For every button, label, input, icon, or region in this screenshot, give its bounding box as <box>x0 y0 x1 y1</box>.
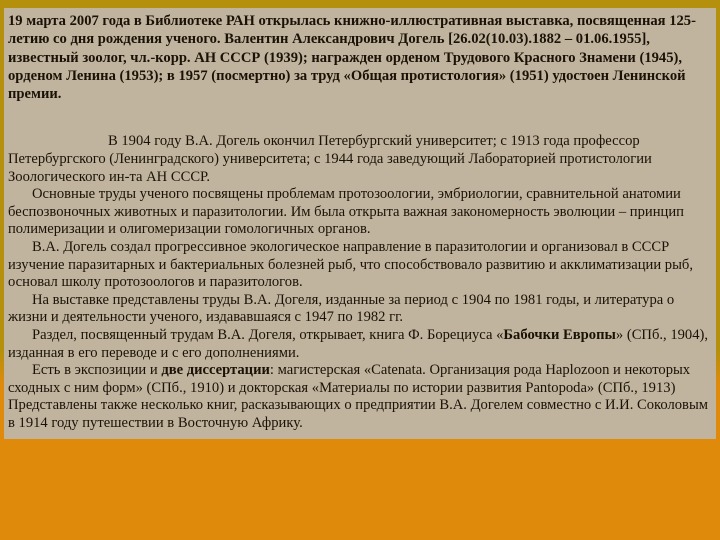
dissertations-text-end: : магистерская «Catenata. Организация рода Haplozoon и некоторых сходных с ним форм» (СПб., 1910) и докторская «Материалы по истории развития Pantopoda» (СПб., 1913) Представлены также несколько книг, расказывающих о предприятии В.А. Догелем совместно с И.И. Соколовым в 1914 году путешествии в Восточную Африку. <box>8 362 708 431</box>
intro-paragraph: 19 марта 2007 года в Библиотеке РАН открылась книжно-иллюстративная выставка, посвященная 125-летию со дня рождения ученого. Валентин Александрович Догель [26.02(10.03).1882 – 01.06.1955], известный зоолог, чл.-корр. АН СССР (1939); награжден орденом Трудового Красного Знамени (1945), орденом Ленина (1953); в 1957 (посмертно) за труд «Общая протистология» (1951) удостоен Ленинской премии. <box>8 13 696 103</box>
section-text-start: Раздел, посвященный трудам В.А. Догеля, открывает, книга Ф. Борециуса « <box>32 327 504 344</box>
book-title-butterflies: Бабочки Европы <box>503 327 616 344</box>
paragraph-parasitology: В.А. Догель создал прогрессивное экологическое направление в паразитологии и организовал в СССР изучение паразитарных и бактериальных болезней рыб, что способствовало развитию и акклиматизации рыб, основал школу протозоологов и паразитологов. <box>8 239 693 291</box>
dissertations-text-start: Есть в экспозиции и <box>32 362 162 379</box>
paragraph-main-works: Основные труды ученого посвящены проблемам протозоологии, эмбриологии, сравнительной анатомии беспозвоночных животных и паразитологии. Им была открыта важная закономерность эволюции – принцип полимеризации и олигомеризации гомологичных органов. <box>8 186 684 238</box>
dissertations-highlight: две диссертации <box>161 362 270 379</box>
paragraph-section-works <box>8 327 712 362</box>
paragraph-exhibition: На выставке представлены труды В.А. Догеля, изданные за период с 1904 по 1981 годы, и литература о жизни и деятельности ученого, издававшаяся с 1947 по 1982 гг. <box>8 291 675 326</box>
text-box <box>4 8 716 439</box>
section-text-end: » (СПб., 1904), изданная в его переводе и с его дополнениями. <box>8 327 709 361</box>
paragraph-education: В 1904 году В.А. Догель окончил Петербургский университет; с 1913 года профессор Петербургского (Ленинградского) университета; с 1944 года заведующий Лабораторией протистологии Зоологического ин-та АН СССР. <box>8 133 652 185</box>
paragraph-dissertations <box>8 362 712 432</box>
